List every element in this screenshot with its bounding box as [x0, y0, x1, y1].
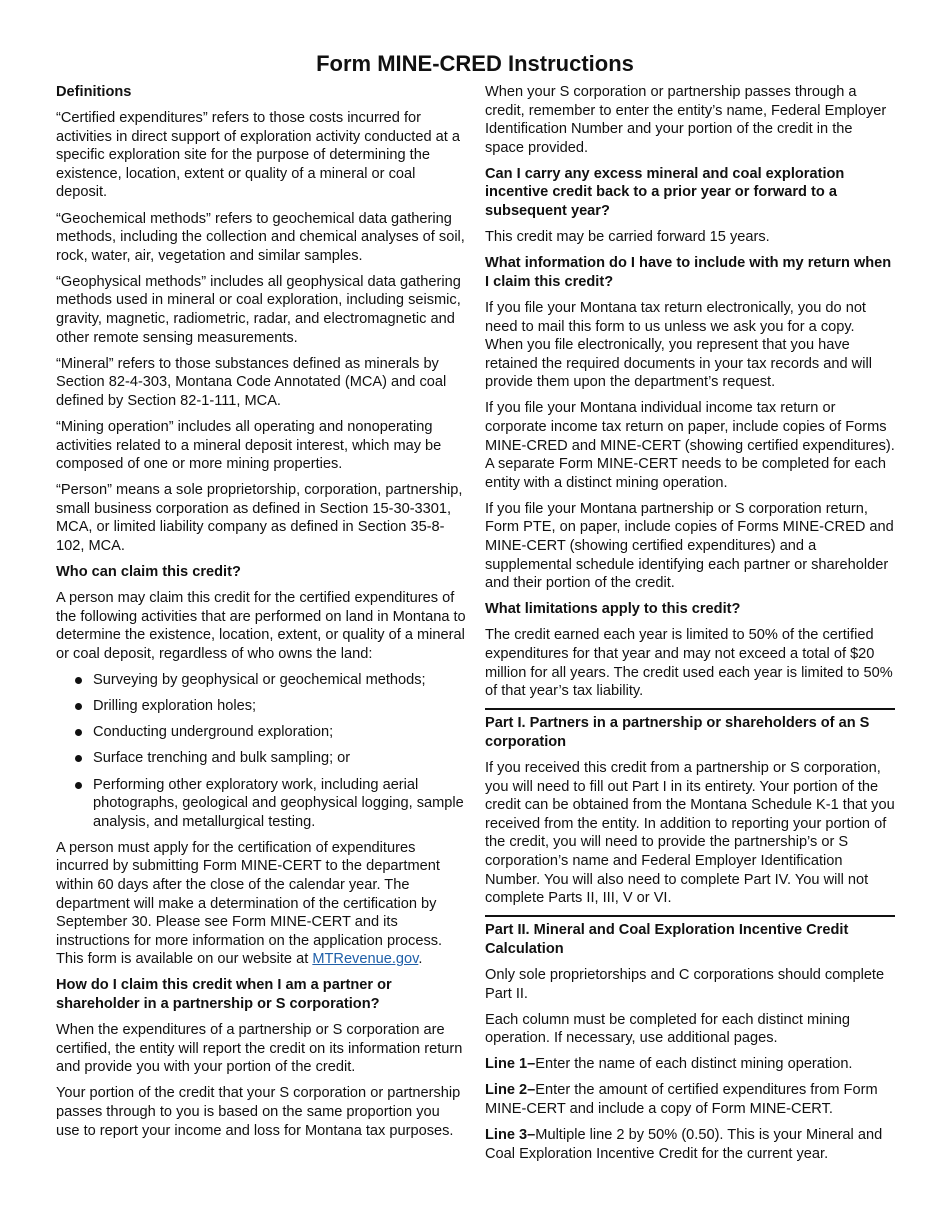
list-item: Performing other exploratory work, including aerial photographs, geological and geophysical logging, sample analysis, and metallurgical testing.: [56, 776, 467, 832]
definition-mineral: “Mineral” refers to those substances defined as minerals by Section 82-4-303, Montana Code Annotated (MCA) and coal defined by Section 82-1-111, MCA.: [56, 355, 447, 409]
limitations-text: The credit earned each year is limited to 50% of the certified expenditures for that year and may not exceed a total of $20 million for all years. The credit used each year is limited to 50% of that year’s tax liability.: [485, 627, 893, 700]
information-heading: What information do I have to include with my return when I claim this credit?: [485, 255, 892, 290]
part-2-section: [485, 915, 895, 1163]
activity-list: [56, 671, 467, 831]
line-3-instruction: [485, 1126, 895, 1163]
partner-claim-text-2: Your portion of the credit that your S corporation or partnership passes through to you is based on the same proportion you use to report your income and loss for Montana tax purposes.: [56, 1085, 461, 1139]
partner-claim-heading: How do I claim this credit when I am a partner or shareholder in a partnership or S corporation?: [56, 977, 392, 1013]
mtrevenue-link[interactable]: MTRevenue.gov: [312, 951, 419, 968]
line-2-label: Line 2–: [485, 1082, 536, 1099]
partner-claim-text-1: When the expenditures of a partnership or S corporation are certified, the entity will report the credit on its information return and provide you with your portion of the credit.: [56, 1022, 463, 1076]
definition-certified-expenditures: “Certified expenditures” refers to those costs incurred for activities in direct support of exploration activity conducted at a specific exploration site for the purpose of determining the existence, location, extent or quality of a mineral or coal deposit.: [56, 110, 460, 201]
list-item: Conducting underground exploration;: [56, 723, 467, 742]
part-1-text: If you received this credit from a partnership or S corporation, you will need to fill out Part I in its entirety. Your portion of the credit can be obtained from the Montana Schedule K-1 that you received from the entity. In addition to reporting your portion of the credit, you will need to provide the partnership’s or S corporation’s name and Federal Employer Identification Number. You will also need to complete Part IV. You will not complete Parts II, III, V or VI.: [485, 760, 895, 907]
information-text-2: If you file your Montana individual income tax return or corporate income tax return on paper, include copies of Forms MINE-CRED and MINE-CERT (showing certified expenditures). A separate Form MINE-CERT needs to be completed for each entity with a distinct mining operation.: [485, 400, 895, 491]
list-item: Surface trenching and bulk sampling; or: [56, 749, 467, 768]
line-1-label: Line 1–: [485, 1056, 536, 1073]
line-2-text: Enter the amount of certified expenditures from Form MINE-CERT and include a copy of Form MINE-CERT.: [485, 1082, 878, 1117]
definition-geophysical-methods: “Geophysical methods” includes all geophysical data gathering methods used in mineral or coal exploration, including seismic, gravity, magnetic, radiometric, radar, and electromagnetic and other remote sensing measurements.: [56, 273, 461, 346]
apply-text: A person must apply for the certification of expenditures incurred by submitting Form MINE-CERT to the department within 60 days after the close of the calendar year. The department will make a determination of the certification by September 30. Please see Form MINE-CERT and its instructions for more information on the application process. This form is available on our website at: [56, 839, 443, 968]
who-can-claim-heading: Who can claim this credit?: [56, 564, 241, 581]
line-1-instruction: [485, 1055, 895, 1074]
list-item: Surveying by geophysical or geochemical methods;: [56, 671, 467, 690]
part-1-section: [485, 708, 895, 907]
line-3-text: Multiple line 2 by 50% (0.50). This is your Mineral and Coal Exploration Incentive Credit for the current year.: [485, 1127, 883, 1162]
who-can-claim-text: A person may claim this credit for the certified expenditures of the following activities that are performed on land in Montana to determine the existence, location, extent, or quality of a mineral or coal deposit, regardless of who owns the land:: [56, 590, 466, 663]
carry-forward-text: This credit may be carried forward 15 years.: [485, 229, 770, 246]
definition-mining-operation: “Mining operation” includes all operating and nonoperating activities related to a mineral deposit interest, which may be composed of one or more mining properties.: [56, 419, 442, 473]
part-1-heading: Part I. Partners in a partnership or shareholders of an S corporation: [485, 715, 870, 750]
part-2-text-2: Each column must be completed for each distinct mining operation. If necessary, use additional pages.: [485, 1011, 851, 1047]
definition-person: “Person” means a sole proprietorship, corporation, partnership, small business corporation as defined in Section 15-30-3301, MCA, or limited liability company as defined in Section 35-8-102, MCA.: [56, 482, 463, 555]
right-column: [485, 83, 895, 1171]
part-2-text-1: Only sole proprietorships and C corporations should complete Part II.: [485, 966, 885, 1002]
apply-end: .: [418, 951, 423, 968]
part-2-heading: Part II. Mineral and Coal Exploration Incentive Credit Calculation: [485, 922, 849, 957]
list-item: Drilling exploration holes;: [56, 697, 467, 716]
limitations-heading: What limitations apply to this credit?: [485, 601, 741, 618]
definitions-heading: Definitions: [56, 84, 132, 100]
line-3-label: Line 3–: [485, 1127, 536, 1144]
left-column: [56, 83, 467, 1148]
information-text-1: If you file your Montana tax return electronically, you do not need to mail this form to us unless we ask you for a copy. When you file electronically, you represent that you have retained the required documents in your tax records and will provide them upon the department’s request.: [485, 299, 872, 391]
information-text-3: If you file your Montana partnership or S corporation return, Form PTE, on paper, include copies of Forms MINE-CRED and MINE-CERT (showing certified expenditures) and a supplemental schedule identifying each partner or shareholder and their portion of the credit.: [485, 500, 894, 592]
definition-geochemical-methods: “Geochemical methods” refers to geochemical data gathering methods, including the collection and chemical analyses of soil, rock, water, air, vegetation and similar samples.: [56, 210, 465, 264]
passthrough-text: When your S corporation or partnership passes through a credit, remember to enter the entity’s name, Federal Employer Identification Number and your portion of the credit in the space provided.: [485, 84, 887, 156]
carry-forward-heading: Can I carry any excess mineral and coal exploration incentive credit back to a prior year or forward to a subsequent year?: [485, 165, 845, 220]
line-1-text: Enter the name of each distinct mining operation.: [535, 1056, 853, 1073]
page-title: Form MINE-CRED Instructions: [316, 51, 634, 76]
line-2-instruction: [485, 1081, 895, 1118]
apply-certification-text: [56, 839, 467, 969]
